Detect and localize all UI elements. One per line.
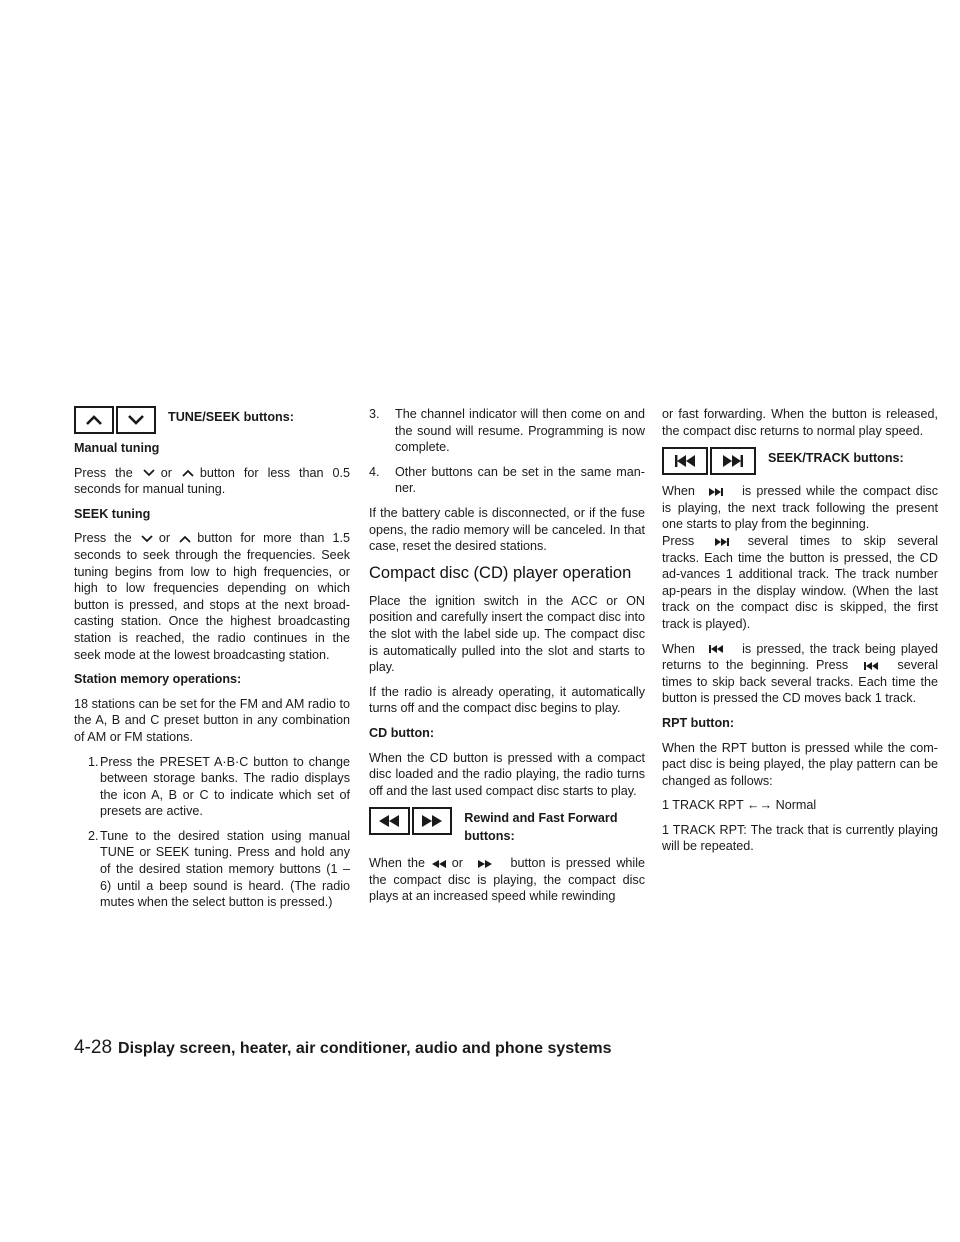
rpt-text: When the RPT button is pressed while the com-pact disc is being played, the play pattern can be changed as follows:: [662, 740, 938, 788]
rpt-description: 1 TRACK RPT: The track that is currently playing will be repeated.: [662, 822, 938, 854]
column-1: [74, 406, 350, 919]
rewind-ff-buttons-row: [369, 807, 645, 845]
fast-forward-button: [412, 807, 453, 835]
cd-section-title: Compact disc (CD) player operation: [369, 563, 632, 582]
ff-continued-text: or fast forwarding. When the button is released, the compact disc returns to normal play speed.: [662, 407, 938, 438]
previous-track-icon: [708, 644, 724, 654]
rewind-button: [369, 807, 410, 835]
column-2: [369, 406, 645, 913]
cd-button-text: When the CD button is pressed with a compact disc loaded and the radio playing, the radio turns off and the last used compact disc starts to play.: [369, 750, 645, 798]
chevron-down-icon: [140, 534, 154, 544]
seek-track-buttons-row: [662, 447, 938, 475]
previous-track-button: [662, 447, 708, 475]
rewind-ff-label: Rewind and Fast Forward buttons:: [464, 811, 618, 844]
previous-track-icon: [673, 454, 697, 468]
next-track-button: [710, 447, 756, 475]
chevron-up-icon: [178, 534, 192, 544]
station-memory-intro: 18 stations can be set for the FM and AM radio to the A, B and C preset button in any combination of AM or FM stations.: [74, 696, 350, 744]
cd-intro-text: Place the ignition switch in the ACC or ON position and carefully insert the compact disc into the slot with the label side up. The compact disc is automatically pulled into the slot and starts to play.: [369, 593, 645, 675]
chevron-down-icon: [142, 468, 156, 478]
list-item: 2. Tune to the desired station using manual TUNE or SEEK tuning. Press and hold any of the desired station memory buttons (1 – 6) until a beep sound is heard. (The radio mutes when the select button is pressed.): [88, 828, 350, 910]
next-track-icon: [714, 537, 730, 547]
page-footer: [74, 1037, 894, 1058]
next-track-icon: [708, 487, 724, 497]
manual-tuning-heading: Manual tuning: [74, 441, 160, 455]
rpt-heading: RPT button:: [662, 715, 735, 730]
rpt-cycle: 1 TRACK RPT ←→ Normal: [662, 798, 817, 813]
rewind-icon: [431, 859, 447, 869]
previous-track-icon: [863, 661, 879, 671]
list-item: 4. Other buttons can be set in the same man-ner.: [369, 464, 645, 496]
memory-steps-list: [74, 754, 350, 911]
tune-seek-buttons-row: [74, 406, 350, 434]
fast-forward-icon: [477, 859, 493, 869]
seek-track-label: SEEK/TRACK buttons:: [768, 451, 904, 466]
column-3: [662, 406, 938, 863]
station-memory-heading: Station memory operations:: [74, 672, 242, 687]
tune-seek-label: TUNE/SEEK buttons:: [168, 410, 294, 424]
fast-forward-icon: [420, 814, 444, 828]
next-track-text: When is pressed while the compact disc is playing, the next track following the present one starts to play from the beginning. Press several times to skip several tracks. Each time the button is pressed, the CD ad-vances 1 additional track. The track number ap-pears in the display window. (When the last track on the compact disc is skipped, the first track is played).: [662, 484, 939, 631]
list-item: 3. The channel indicator will then come on and the sound will resume. Programming is now complete.: [369, 407, 645, 455]
seek-tuning-heading: SEEK tuning: [74, 506, 151, 521]
chevron-up-icon: [84, 414, 104, 426]
seek-tuning-text: Press the or button for more than 1.5 seconds to seek through the frequencies. Seek tuning begins from low to high frequencies, or high to low frequencies depending on which button is pressed, and stops at the next broad-casting station. Once the highest broadcasting station is reached, the radio continues in the seek mode at the lowest broadcasting station.: [74, 531, 351, 662]
tune-up-button: [74, 406, 114, 434]
cd-radio-text: If the radio is already operating, it automatically turns off and the compact disc begins to play.: [369, 684, 645, 716]
page-number: 4-28: [74, 1037, 113, 1058]
list-item: 1. Press the PRESET A·B·C button to change between storage banks. The radio displays the icon A, B or C to indicate which set of presets are active.: [88, 754, 350, 819]
chevron-down-icon: [126, 414, 146, 426]
rewind-icon: [377, 814, 401, 828]
chevron-up-icon: [181, 468, 195, 478]
memory-steps-list-cont: [369, 406, 645, 497]
battery-note: If the battery cable is disconnected, or if the fuse opens, the radio memory will be canceled. In that case, reset the desired stations.: [369, 505, 645, 554]
next-track-icon: [721, 454, 745, 468]
manual-tuning-text: Press the or button for less than 0.5 seconds for manual tuning.: [74, 465, 351, 497]
cd-button-heading: CD button:: [369, 725, 435, 740]
chapter-title: Display screen, heater, air conditioner, audio and phone systems: [118, 1040, 612, 1057]
previous-track-text: When is pressed, the track being played returns to the beginning. Press several times to skip back several tracks. Each time the button is pressed the CD moves back 1 track.: [662, 641, 939, 706]
tune-down-button: [116, 406, 156, 434]
rewind-ff-text: When the or button is pressed while the compact disc is playing, the compact disc plays at an increased speed while rewinding: [369, 856, 646, 904]
